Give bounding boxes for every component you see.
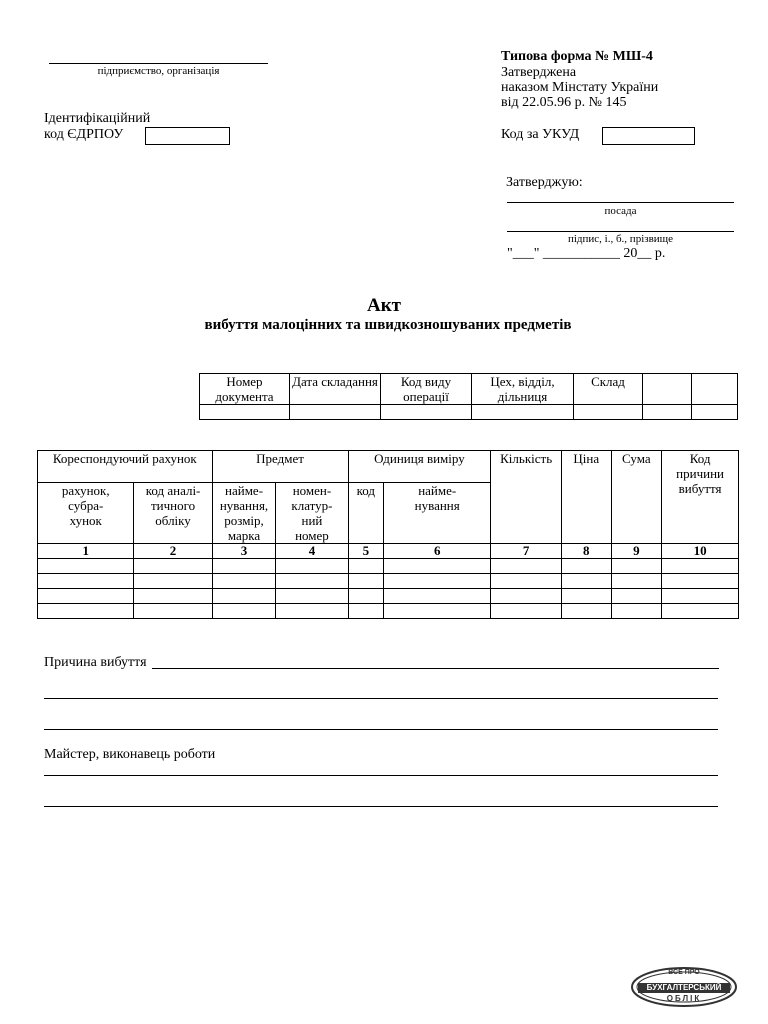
table-cell[interactable]: [134, 604, 212, 619]
table-cell[interactable]: [212, 604, 276, 619]
table-cell[interactable]: [562, 604, 612, 619]
table-row: [38, 589, 739, 604]
table-cell[interactable]: [348, 574, 384, 589]
main-items-table: [37, 450, 739, 619]
doc-department-cell[interactable]: [472, 405, 574, 420]
table-cell[interactable]: [38, 589, 134, 604]
header-item: Предмет: [212, 451, 348, 483]
doc-warehouse-header: Склад: [574, 374, 643, 405]
position-caption: посада: [604, 205, 637, 217]
table-cell[interactable]: [384, 604, 491, 619]
table-cell[interactable]: [562, 559, 612, 574]
id-label-2: код ЄДРПОУ: [44, 127, 124, 142]
table-cell[interactable]: [611, 589, 662, 604]
ukud-label: Код за УКУД: [501, 127, 580, 142]
table-cell[interactable]: [491, 604, 562, 619]
signature-caption: підпис, і., б., прізвище: [567, 233, 674, 245]
table-cell[interactable]: [662, 604, 739, 619]
table-cell[interactable]: [348, 604, 384, 619]
enterprise-line: [49, 50, 268, 64]
document-subtitle: вибуття малоцінних та швидкозношуваних предметів: [204, 317, 572, 333]
form-title: Типова форма № МШ-4: [501, 49, 653, 64]
header-item-name: найме- нування, розмір, марка: [212, 483, 276, 544]
order-label: наказом Мінстату України: [501, 80, 659, 95]
table-cell[interactable]: [212, 589, 276, 604]
column-number: 5: [348, 544, 384, 559]
document-info-table: [199, 373, 738, 420]
header-analytic-code: код аналі- тичного обліку: [134, 483, 212, 544]
approval-title: Затверджую:: [506, 175, 583, 190]
approved-label: Затверджена: [501, 65, 577, 80]
table-cell[interactable]: [276, 604, 348, 619]
header-unit-code: код: [348, 483, 384, 544]
doc-value-row: [200, 405, 738, 420]
table-cell[interactable]: [212, 574, 276, 589]
master-line-2[interactable]: [44, 806, 718, 807]
doc-extra-header-2: [692, 374, 738, 405]
doc-number-header: Номер документа: [200, 374, 290, 405]
logo-top-text: ВСЕ ПРО: [668, 969, 700, 976]
order-date: від 22.05.96 р. № 145: [501, 95, 627, 110]
column-number: 1: [38, 544, 134, 559]
table-cell[interactable]: [384, 574, 491, 589]
doc-header-row: [200, 374, 738, 405]
table-cell[interactable]: [611, 559, 662, 574]
table-cell[interactable]: [562, 589, 612, 604]
table-cell[interactable]: [38, 559, 134, 574]
doc-extra-cell-1[interactable]: [643, 405, 692, 420]
doc-extra-header-1: [643, 374, 692, 405]
doc-operation-code-header: Код виду операції: [381, 374, 472, 405]
table-cell[interactable]: [611, 604, 662, 619]
table-cell[interactable]: [662, 559, 739, 574]
reason-line-2[interactable]: [44, 698, 718, 699]
column-number: 3: [212, 544, 276, 559]
master-label: Майстер, виконавець роботи: [44, 747, 216, 762]
reason-label: Причина вибуття: [44, 655, 147, 670]
approval-date-line: "___" ___________ 20__ р.: [507, 246, 666, 261]
doc-operation-code-cell[interactable]: [381, 405, 472, 420]
table-cell[interactable]: [348, 589, 384, 604]
publisher-logo: [630, 966, 738, 1008]
column-number: 6: [384, 544, 491, 559]
table-cell[interactable]: [134, 559, 212, 574]
header-nomenclature-number: номен- клатур- ний номер: [276, 483, 348, 544]
reason-line-3[interactable]: [44, 729, 718, 730]
table-row: [38, 574, 739, 589]
header-quantity: Кількість: [491, 451, 562, 544]
table-cell[interactable]: [276, 589, 348, 604]
table-row: [38, 559, 739, 574]
table-cell[interactable]: [611, 574, 662, 589]
table-cell[interactable]: [348, 559, 384, 574]
table-cell[interactable]: [662, 574, 739, 589]
header-sub-account: рахунок, субра- хунок: [38, 483, 134, 544]
signature-line: [507, 219, 734, 232]
table-cell[interactable]: [491, 574, 562, 589]
doc-extra-cell-2[interactable]: [692, 405, 738, 420]
doc-date-header: Дата складання: [290, 374, 381, 405]
logo-bottom-text: ОБЛІК: [666, 994, 702, 1003]
table-cell[interactable]: [38, 604, 134, 619]
document-title: Акт: [366, 295, 401, 316]
table-cell[interactable]: [276, 559, 348, 574]
master-line-1[interactable]: [44, 775, 718, 776]
table-cell[interactable]: [212, 559, 276, 574]
column-number: 7: [491, 544, 562, 559]
reason-line-1[interactable]: [152, 668, 719, 669]
table-cell[interactable]: [491, 559, 562, 574]
column-number: 4: [276, 544, 348, 559]
position-line: [507, 190, 734, 203]
doc-date-cell[interactable]: [290, 405, 381, 420]
doc-warehouse-cell[interactable]: [574, 405, 643, 420]
header-unit-name: найме- нування: [384, 483, 491, 544]
main-group-header-row: [38, 451, 739, 483]
header-reason-code: Код причини вибуття: [662, 451, 739, 544]
table-cell[interactable]: [38, 574, 134, 589]
column-number: 8: [562, 544, 612, 559]
column-number: 10: [662, 544, 739, 559]
edrpou-input-box[interactable]: [145, 127, 230, 145]
header-corresponding-account: Кореспондуючий рахунок: [38, 451, 213, 483]
table-cell[interactable]: [491, 589, 562, 604]
header-sum: Сума: [611, 451, 662, 544]
ukud-input-box[interactable]: [602, 127, 695, 145]
table-cell[interactable]: [384, 559, 491, 574]
column-number: 9: [611, 544, 662, 559]
column-number-row: [38, 544, 739, 559]
header-price: Ціна: [562, 451, 612, 544]
table-cell[interactable]: [562, 574, 612, 589]
id-label-1: Ідентифікаційний: [44, 111, 151, 126]
enterprise-caption: підприємство, організація: [97, 65, 220, 77]
table-row: [38, 604, 739, 619]
table-cell[interactable]: [134, 574, 212, 589]
doc-number-cell[interactable]: [200, 405, 290, 420]
logo-mid-text: БУХГАЛТЕРСЬКИЙ: [646, 983, 722, 992]
table-cell[interactable]: [134, 589, 212, 604]
column-number: 2: [134, 544, 212, 559]
table-cell[interactable]: [662, 589, 739, 604]
header-unit: Одиниця виміру: [348, 451, 491, 483]
table-cell[interactable]: [276, 574, 348, 589]
doc-department-header: Цех, відділ, дільниця: [472, 374, 574, 405]
table-cell[interactable]: [384, 589, 491, 604]
